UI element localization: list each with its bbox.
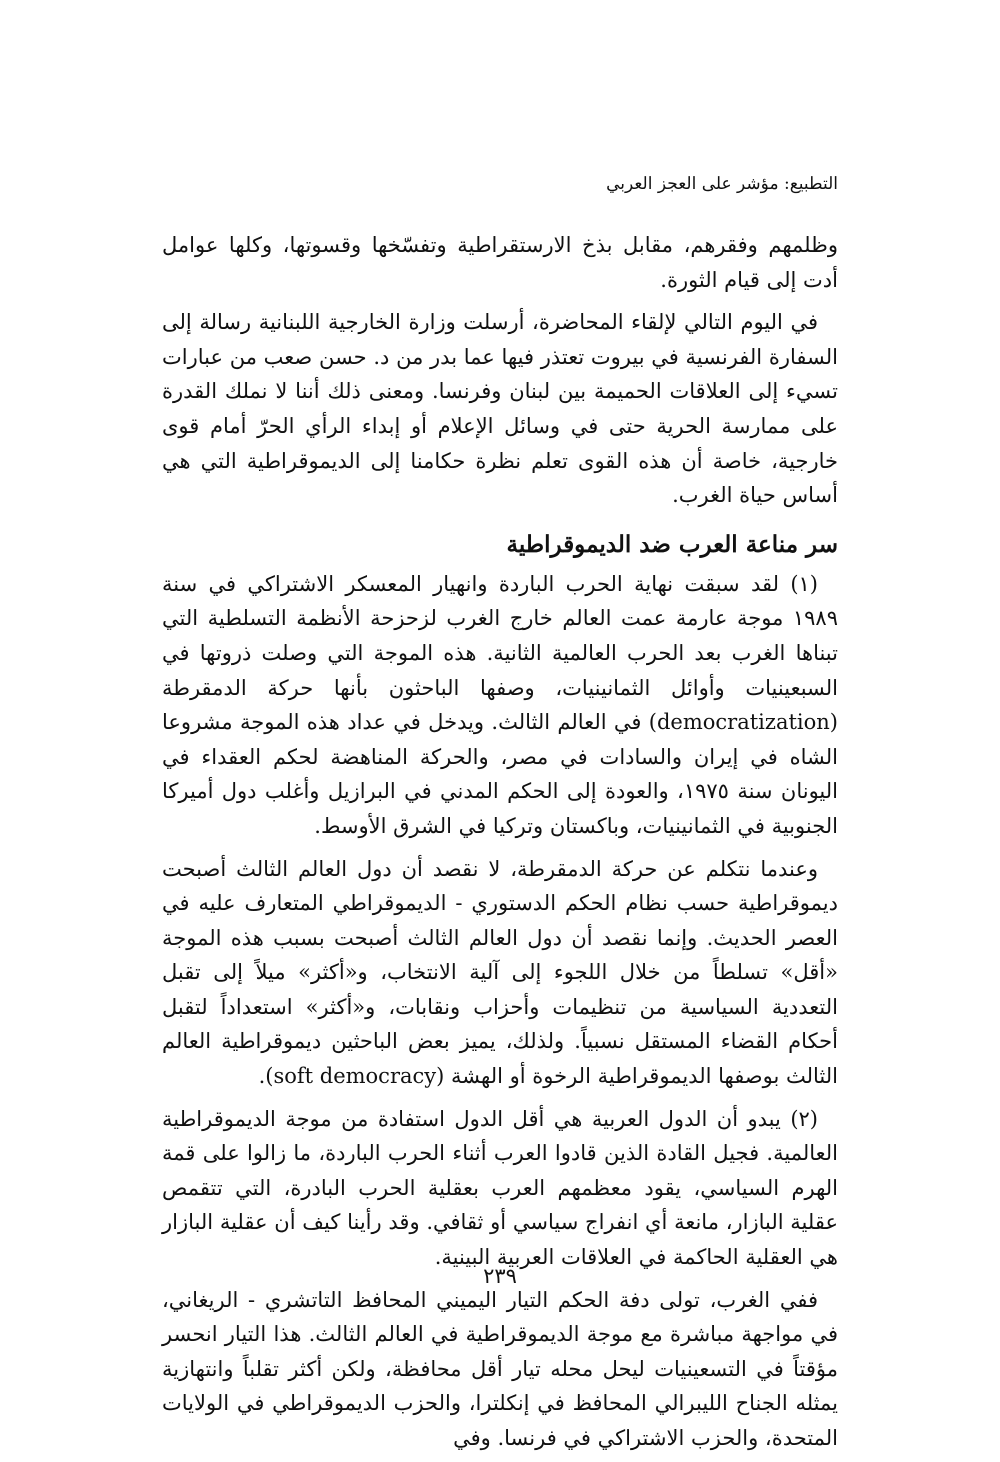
paragraph-text: في العالم الثالث. ويدخل في عداد هذه الموجة مشروعا الشاه في إيران والسادات في مصر، والحركة المناهضة لحكم العقداء في اليونان سنة ١٩٧٥، والعودة إلى الحكم المدني في البرازيل وأغلب دول أميركا الجنوبية في الثمانينيات، وباكستان وتركيا في الشرق الأوسط. (162, 710, 838, 838)
paragraph-text: . (258, 1064, 266, 1089)
paragraph-text: (١) لقد سبقت نهاية الحرب الباردة وانهيار المعسكر الاشتراكي في سنة ١٩٨٩ موجة عارمة عمت العالم خارج الغرب لزحزحة الأنظمة التسلطية التي تبناها الغرب بعد الحرب العالمية الثانية. هذه الموجة التي وصلت ذروتها في السبعينيات وأوائل الثمانينيات، وصفها الباحثون بأنها حركة الدمقرطة (162, 571, 838, 700)
page-number: ٢٣٩ (483, 1264, 517, 1288)
paragraph-arab-states: (٢) يبدو أن الدول العربية هي أقل الدول استفادة من موجة الديموقراطية العالمية. فجيل القادة الذين قادوا العرب أثناء الحرب الباردة، ما زالوا على قمة الهرم السياسي، يقود معظمهم العرب بعقلية الحرب البادرة، التي تتقمص عقلية البازار، مانعة أي انفراج سياسي أو ثقافي. وقد رأينا كيف أن عقلية البازار هي العقلية الحاكمة في العلاقات العربية البينية. (162, 1106, 838, 1270)
running-header: التطبيع: مؤشر على العجز العربي (606, 174, 838, 194)
paragraph-text: وعندما نتكلم عن حركة الدمقرطة، لا نقصد أن دول العالم الثالث أصبحت ديموقراطية حسب نظام الحكم الدستوري - الديموقراطي المتعارف عليه في العصر الحديث. وإنما نقصد أن دول العالم الثالث أصبحت بسبب هذه الموجة «أقل» تسلطاً من خلال اللجوء إلى آلية الانتخاب، و«أكثر» ميلاً إلى تقبل التعددية السياسية من تنظيمات وأحزاب ونقابات، و«أكثر» استعداداً لتقبل أحكام القضاء المستقل نسبياً. ولذلك، يميز بعض الباحثين ديموقراطية العالم الثالث بوصفها الديموقراطية الرخوة أو الهشة (162, 856, 838, 1089)
latin-term-soft-democracy: (soft democracy) (265, 1064, 445, 1089)
latin-term-democratization: (democratization) (648, 710, 838, 735)
section-title: سر مناعة العرب ضد الديموقراطية (506, 530, 838, 558)
paragraph-lecture-apology: في اليوم التالي لإلقاء المحاضرة، أرسلت وزارة الخارجية اللبنانية رسالة إلى السفارة الفرنسية في بيروت تعتذر فيها عما بدر من د. حسن صعب من عبارات تسيء إلى العلاقات الحميمة بين لبنان وفرنسا. ومعنى ذلك أننا لا نملك القدرة على ممارسة الحرية حتى في وسائل الإعلام أو إبداء الرأي الحرّ أمام قوى خارجية، خاصة أن هذه القوى تعلم نظرة حكامنا إلى الديموقراطية التي هي أساس حياة الغرب. (162, 310, 838, 508)
paragraph-soft-democracy (162, 852, 838, 1094)
paragraph-continuation: وظلمهم وفقرهم، مقابل بذخ الارستقراطية وتفسّخها وقسوتها، وكلها عوامل أدت إلى قيام الثورة. (162, 233, 838, 292)
paragraph-western-politics: ففي الغرب، تولى دفة الحكم التيار اليميني المحافظ التاتشري - الريغاني، في مواجهة مباشرة مع موجة الديموقراطية في العالم الثالث. هذا التيار انحسر مؤقتاً في التسعينيات ليحل محله تيار أقل محافظة، ولكن أكثر تقلباً وانتهازية يمثله الجناح الليبرالي المحافظ في إنكلترا، والحزب الديموقراطي في الولايات المتحدة، والحزب الاشتراكي في فرنسا. وفي (162, 1287, 838, 1450)
paragraph-democratization-wave (162, 567, 838, 844)
